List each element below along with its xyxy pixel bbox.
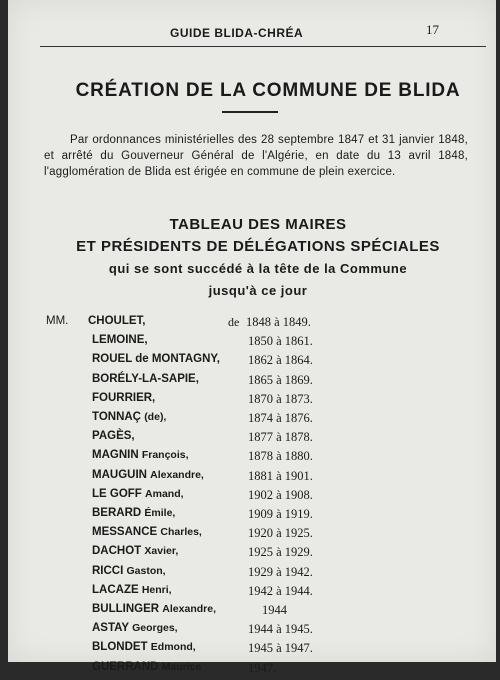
mayor-row [8,391,496,411]
mayor-row [8,564,496,584]
mayor-surname: ROUEL de MONTAGNY, [92,353,220,366]
mayor-row [8,410,496,430]
mayor-name [92,526,202,538]
intro-text: Par ordonnances ministérielles des 28 septembre 1847 et 31 janvier 1848, et arrêté du Gouverneur Général de l'Algérie, en date du 13 avril 1848, l'agglomération de Blida est érigée en commune de plein exercice. [44,134,468,178]
table-title-line-1: TABLEAU DES MAIRES [169,216,347,233]
mayor-years: 1920 à 1925. [248,526,313,541]
mayor-row [8,640,496,660]
mayor-years: 1929 à 1942. [248,564,313,579]
mayor-name [92,430,135,442]
mayor-years: 1909 à 1919. [248,507,313,521]
mayor-surname: GUERRAND [92,660,159,673]
mayor-years: 1881 à 1901. [248,468,313,483]
mayor-name [92,603,216,615]
mayor-name [92,622,178,634]
mayor-row [8,333,496,353]
mayor-row [8,487,496,507]
page-number: 17 [426,22,439,37]
mayor-years: 1902 à 1908. [248,487,313,502]
mayor-given-name: Edmond, [150,641,196,654]
mayor-name [92,584,172,596]
mayor-years: 1848 à 1849. [246,315,311,329]
mayor-row [8,429,496,449]
mayor-given-name: Alexandre, [162,603,216,615]
mayor-given-name: François, [141,449,189,462]
mayor-name [92,545,178,557]
mayor-surname: MESSANCE [92,526,158,539]
mayor-name [92,373,199,385]
mm-prefix: MM. [46,315,69,327]
mayor-surname: BORÉLY-LA-SAPIE, [92,372,199,385]
running-title: GUIDE BLIDA-CHRÉA [170,26,304,40]
mayor-surname: PAGÈS, [92,430,135,443]
document-page [8,0,496,675]
mayor-given-name: Charles, [160,526,202,539]
mayor-years: 1850 à 1861. [248,334,313,349]
title-underline [222,111,278,113]
mayor-years: 1944 à 1945. [248,622,313,637]
mayor-surname: BERARD [92,507,142,519]
mayor-row [8,372,496,392]
from-word: de [228,315,240,329]
mayor-name [92,334,148,346]
mayor-surname: BULLINGER [92,603,160,615]
mayor-years: 1945 à 1947. [248,641,313,656]
table-title-line-2: ET PRÉSIDENTS DE DÉLÉGATIONS SPÉCIALES [76,238,440,255]
mayor-years: 1944 [262,603,287,617]
intro-paragraph [44,132,468,180]
mayor-years: 1942 à 1944. [248,583,313,598]
mayor-years: 1878 à 1880. [248,449,313,464]
mayor-row [8,448,496,468]
mayor-surname: MAUGUIN [92,468,147,481]
mayor-given-name: Alexandre, [150,468,204,481]
mayor-years: 1947. [248,660,277,675]
mayor-row [8,602,496,622]
mayor-name [92,641,196,653]
mayor-years: 1925 à 1929. [248,545,313,560]
mayor-surname: DACHOT [92,545,142,558]
table-title-line-4: jusqu'à ce jour [208,283,308,298]
mayor-surname: MAGNIN [92,449,139,462]
mayor-name [92,565,166,577]
mayor-name [92,449,189,461]
header-rule [40,46,486,47]
mayor-row [8,544,496,564]
mayor-surname: CHOULET, [88,315,146,327]
mayor-row [8,660,496,680]
mayor-years: 1865 à 1869. [248,372,313,387]
mayor-given-name: Maurice [161,660,202,673]
mayor-given-name: Xavier, [144,545,179,558]
mayor-surname: TONNAÇ [92,411,141,423]
mayor-name [92,469,204,481]
mayor-name [92,411,166,423]
mayor-name [92,488,184,500]
mayor-surname: FOURRIER, [92,391,156,404]
mayor-row [8,468,496,488]
mayor-row [8,525,496,545]
mayor-given-name: Émile, [144,507,176,519]
page-title: CRÉATION DE LA COMMUNE DE BLIDA [75,80,461,101]
mayor-name [88,315,146,327]
mayor-row [8,314,496,334]
mayor-row [8,352,496,372]
mayor-surname: LEMOINE, [92,334,148,347]
mayor-name [92,661,201,673]
mayor-surname: LACAZE [92,583,139,596]
mayor-given-name: Georges, [132,622,178,635]
mayor-given-name: Gaston, [126,564,166,577]
mayor-surname: ASTAY [92,622,129,635]
mayor-years: 1870 à 1873. [248,391,313,406]
mayor-name [92,353,220,365]
mayor-given-name: Amand, [145,487,184,500]
mayor-surname: RICCI [92,564,124,577]
mayor-years: 1874 à 1876. [248,411,313,425]
mayor-name [92,507,175,519]
mayor-years: 1862 à 1864. [248,353,313,368]
table-title-line-3: qui se sont succédé à la tête de la Commune [108,261,408,276]
mayor-name [92,392,155,404]
mayor-given-name: (de), [144,411,167,423]
mayor-row [8,621,496,641]
mayor-years: 1877 à 1878. [248,430,313,445]
mayor-row [8,506,496,526]
mayor-given-name: Henri, [141,583,172,596]
mayor-row [8,583,496,603]
mayor-surname: LE GOFF [92,487,142,500]
mayor-surname: BLONDET [92,641,148,654]
